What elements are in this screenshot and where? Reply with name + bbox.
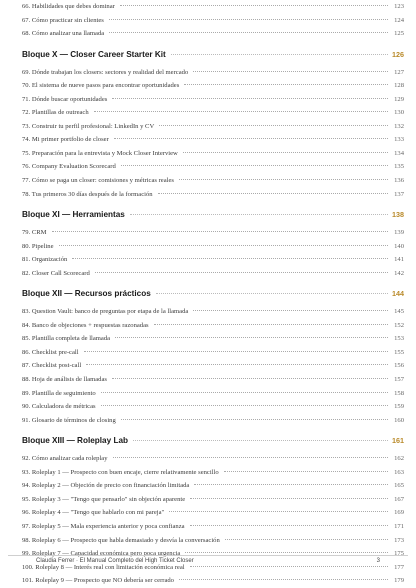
- toc-entry[interactable]: [22, 253, 404, 267]
- dot-leader: [101, 392, 388, 393]
- entry-title: 84. Banco de objeciones + respuestas razonadas: [22, 321, 149, 329]
- dot-leader: [225, 539, 388, 540]
- dot-leader: [133, 440, 388, 441]
- entry-title: 85. Plantilla completa de llamada: [22, 335, 111, 343]
- toc-entry[interactable]: [22, 174, 404, 188]
- entry-page-number: 160: [394, 416, 404, 424]
- entry-page-number: 126: [392, 49, 404, 59]
- page-number: 3: [376, 558, 380, 564]
- entry-page-number: 153: [394, 335, 404, 343]
- entry-page-number: 133: [394, 136, 404, 144]
- toc-entry[interactable]: [22, 520, 404, 534]
- entry-title: 95. Roleplay 3 — "Tengo que pensarlo" sin objeción aparente: [22, 495, 186, 503]
- dot-leader: [101, 405, 388, 406]
- dot-leader: [109, 19, 388, 20]
- entry-page-number: 165: [394, 482, 404, 490]
- dot-leader: [115, 337, 388, 338]
- dot-leader: [179, 179, 388, 180]
- entry-page-number: 177: [394, 563, 404, 571]
- entry-page-number: 134: [394, 149, 404, 157]
- toc-entry[interactable]: [22, 373, 404, 387]
- entry-title: 70. El sistema de nueve pasos para encontrar oportunidades: [22, 82, 180, 90]
- entry-title: 100. Roleplay 8 — Interés real con limitación económica real: [22, 563, 185, 571]
- entry-title: 68. Cómo analizar una llamada: [22, 30, 105, 38]
- dot-leader: [121, 165, 388, 166]
- dot-leader: [190, 525, 388, 526]
- dot-leader: [190, 498, 388, 499]
- toc-entry[interactable]: [22, 452, 404, 466]
- toc-entry[interactable]: [22, 79, 404, 93]
- toc-section-heading[interactable]: [22, 204, 404, 226]
- dot-leader: [52, 231, 388, 232]
- toc-entry[interactable]: [22, 479, 404, 493]
- entry-page-number: 123: [394, 3, 404, 10]
- toc-entry[interactable]: [22, 0, 404, 14]
- entry-title: 90. Calculadora de métricas: [22, 403, 96, 411]
- entry-title: 72. Plantillas de outreach: [22, 109, 89, 117]
- toc-entry[interactable]: [22, 319, 404, 333]
- dot-leader: [95, 272, 388, 273]
- dot-leader: [156, 293, 388, 294]
- entry-title: 99. Roleplay 7 — Capacidad económica pero poca urgencia: [22, 550, 181, 558]
- entry-page-number: 137: [394, 190, 404, 198]
- toc-section-heading[interactable]: [22, 283, 404, 305]
- dot-leader: [112, 378, 388, 379]
- dot-leader: [59, 245, 388, 246]
- toc-entry[interactable]: [22, 120, 404, 134]
- dot-leader: [113, 457, 389, 458]
- toc-entry[interactable]: [22, 534, 404, 548]
- entry-title: 66. Habilidades que debes dominar: [22, 3, 115, 10]
- entry-page-number: 132: [394, 122, 404, 130]
- dot-leader: [94, 111, 388, 112]
- dot-leader: [183, 152, 388, 153]
- entry-page-number: 125: [394, 30, 404, 38]
- entry-page-number: 152: [394, 321, 404, 329]
- dot-leader: [171, 54, 388, 55]
- section-title: Bloque XI — Herramientas: [22, 210, 125, 220]
- toc-entry[interactable]: [22, 466, 404, 480]
- entry-title: 74. Mi primer portfolio de closer: [22, 136, 109, 144]
- entry-page-number: 140: [394, 242, 404, 250]
- toc-entry[interactable]: [22, 147, 404, 161]
- entry-title: 89. Plantilla de seguimiento: [22, 389, 96, 397]
- dot-leader: [121, 419, 388, 420]
- dot-leader: [158, 193, 388, 194]
- entry-title: 86. Checklist pre-call: [22, 348, 79, 356]
- dot-leader: [114, 138, 388, 139]
- dot-leader: [193, 71, 388, 72]
- toc-entry[interactable]: [22, 160, 404, 174]
- entry-title: 75. Preparación para la entrevista y Mock Closer Interview: [22, 149, 178, 157]
- entry-page-number: 159: [394, 403, 404, 411]
- entry-title: 88. Hoja de análisis de llamadas: [22, 376, 107, 384]
- entry-title: 67. Cómo practicar sin clientes: [22, 16, 104, 24]
- entry-title: 83. Question Vault: banco de preguntas por etapa de la llamada: [22, 308, 189, 316]
- entry-page-number: 135: [394, 163, 404, 171]
- entry-title: 91. Glosario de términos de closing: [22, 416, 116, 424]
- entry-page-number: 156: [394, 362, 404, 370]
- entry-title: 69. Dónde trabajan los closers: sectores y realidad del mercado: [22, 68, 189, 76]
- entry-page-number: 167: [394, 495, 404, 503]
- entry-page-number: 162: [394, 455, 404, 463]
- toc-entry[interactable]: [22, 66, 404, 80]
- entry-title: 94. Roleplay 2 — Objeción de precio con financiación limitada: [22, 482, 190, 490]
- entry-page-number: 163: [394, 468, 404, 476]
- toc-entry[interactable]: [22, 359, 404, 373]
- dot-leader: [193, 310, 388, 311]
- entry-title: 92. Cómo analizar cada roleplay: [22, 455, 108, 463]
- footer-title: Claudia Ferrer · El Manual Completo del High Ticket Closer: [36, 558, 194, 564]
- entry-page-number: 161: [392, 436, 404, 446]
- section-title: Bloque XII — Recursos prácticos: [22, 289, 151, 299]
- toc-entry[interactable]: [22, 226, 404, 240]
- dot-leader: [169, 511, 388, 512]
- toc-entry[interactable]: [22, 188, 404, 202]
- section-title: Bloque X — Closer Career Starter Kit: [22, 49, 166, 59]
- entry-page-number: 169: [394, 509, 404, 517]
- dot-leader: [109, 32, 388, 33]
- entry-title: 87. Checklist post-call: [22, 362, 82, 370]
- entry-page-number: 139: [394, 229, 404, 237]
- entry-page-number: 157: [394, 376, 404, 384]
- dot-leader: [72, 258, 388, 259]
- dot-leader: [120, 5, 388, 6]
- entry-page-number: 129: [394, 95, 404, 103]
- entry-page-number: 171: [394, 522, 404, 530]
- toc-entry[interactable]: [22, 332, 404, 346]
- entry-title: 82. Closer Call Scorecard: [22, 269, 90, 277]
- toc-entry[interactable]: [22, 93, 404, 107]
- entry-title: 78. Tus primeros 30 días después de la formación: [22, 190, 153, 198]
- entry-page-number: 144: [392, 289, 404, 299]
- toc-entry[interactable]: [22, 493, 404, 507]
- dot-leader: [194, 484, 388, 485]
- entry-page-number: 179: [394, 577, 404, 585]
- entry-title: 96. Roleplay 4 — "Tengo que hablarlo con mi pareja": [22, 509, 165, 517]
- entry-title: 81. Organización: [22, 256, 68, 264]
- toc-entry[interactable]: [22, 240, 404, 254]
- entry-title: 98. Roleplay 6 — Prospecto que habla demasiado y desvía la conversación: [22, 536, 220, 544]
- dot-leader: [159, 125, 388, 126]
- dot-leader: [179, 579, 388, 580]
- toc-section-heading[interactable]: [22, 430, 404, 452]
- dot-leader: [224, 471, 388, 472]
- entry-title: 71. Dónde buscar oportunidades: [22, 95, 108, 103]
- dot-leader: [112, 98, 388, 99]
- entry-page-number: 173: [394, 536, 404, 544]
- entry-title: 79. CRM: [22, 229, 47, 237]
- toc-entry[interactable]: [22, 267, 404, 281]
- footer-rule: [8, 555, 408, 556]
- entry-title: 93. Roleplay 1 — Prospecto con buen encaje, cierre relativamente sencillo: [22, 468, 219, 476]
- page-footer: [36, 558, 380, 570]
- toc-entry[interactable]: [22, 133, 404, 147]
- entry-title: 101. Roleplay 9 — Prospecto que NO debería ser cerrado: [22, 577, 174, 585]
- dot-leader: [130, 214, 388, 215]
- toc-entry[interactable]: [22, 27, 404, 41]
- dot-leader: [185, 552, 388, 553]
- entry-title: 73. Construir tu perfil profesional: LinkedIn y CV: [22, 122, 155, 130]
- dot-leader: [184, 84, 388, 85]
- entry-page-number: 130: [394, 109, 404, 117]
- toc-entry[interactable]: [22, 387, 404, 401]
- toc-entry[interactable]: [22, 400, 404, 414]
- entry-page-number: 155: [394, 348, 404, 356]
- entry-page-number: 175: [394, 550, 404, 558]
- entry-page-number: 158: [394, 389, 404, 397]
- dot-leader: [154, 324, 388, 325]
- entry-title: 97. Roleplay 5 — Mala experiencia anterior y poca confianza: [22, 522, 185, 530]
- toc-entry[interactable]: [22, 14, 404, 28]
- entry-page-number: 145: [394, 308, 404, 316]
- dot-leader: [86, 364, 388, 365]
- toc-entry[interactable]: [22, 574, 404, 588]
- entry-title: 80. Pipeline: [22, 242, 54, 250]
- entry-page-number: 136: [394, 177, 404, 185]
- entry-title: 76. Company Evaluation Scorecard: [22, 163, 116, 171]
- entry-page-number: 128: [394, 82, 404, 90]
- toc-entry[interactable]: [22, 506, 404, 520]
- entry-page-number: 124: [394, 16, 404, 24]
- toc-entry[interactable]: [22, 414, 404, 428]
- entry-page-number: 138: [392, 210, 404, 220]
- toc-section-heading[interactable]: [22, 44, 404, 66]
- toc-entry[interactable]: [22, 305, 404, 319]
- entry-page-number: 141: [394, 256, 404, 264]
- table-of-contents: [22, 0, 404, 588]
- entry-page-number: 127: [394, 68, 404, 76]
- entry-title: 77. Cómo se paga un closer: comisiones y métricas reales: [22, 177, 174, 185]
- toc-entry[interactable]: [22, 346, 404, 360]
- section-title: Bloque XIII — Roleplay Lab: [22, 436, 128, 446]
- toc-entry[interactable]: [22, 106, 404, 120]
- dot-leader: [84, 351, 388, 352]
- entry-page-number: 142: [394, 269, 404, 277]
